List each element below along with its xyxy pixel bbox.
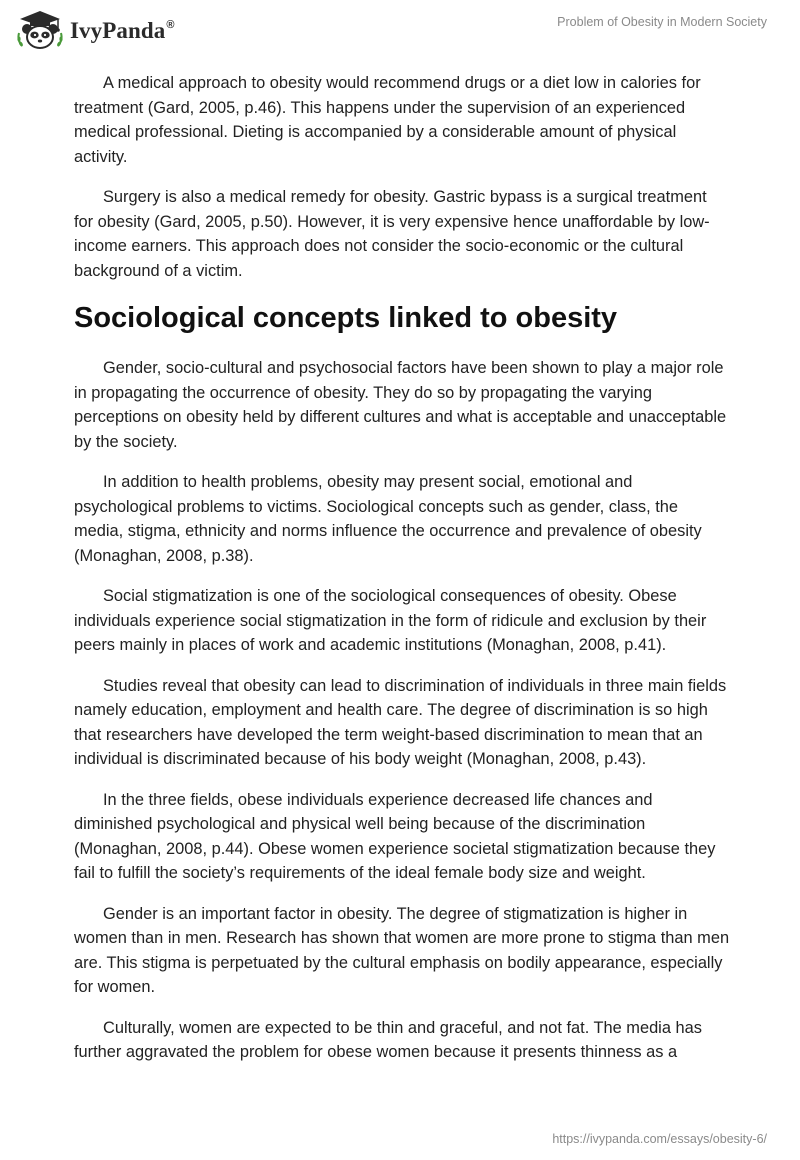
page-header bbox=[0, 0, 800, 60]
section-heading: Sociological concepts linked to obesity bbox=[74, 302, 618, 334]
paragraph: Gender is an important factor in obesity. The degree of stigmatization is higher in women than in men. Research has shown that women are more prone to stigma than men are. This stigma is perpetuated by the cultural emphasis on bodily appearance, especially for women. bbox=[74, 904, 730, 996]
paragraph: Gender, socio-cultural and psychosocial factors have been shown to play a major role in propagating the occurrence of obesity. They do so by propagating the varying perceptions on obesity held by different cultures and what is acceptable and unacceptable by the society. bbox=[74, 359, 727, 451]
paragraph: In the three fields, obese individuals experience decreased life chances and diminished psychological and physical well being because of the discrimination (Monaghan, 2008, p.44). Obese women experience societal stigmatization because they fail to fulfill the society’s requirements of the ideal female body size and weight. bbox=[74, 790, 716, 882]
ivypanda-logo[interactable] bbox=[14, 10, 175, 50]
paragraph: In addition to health problems, obesity may present social, emotional and psychological problems to victims. Sociological concepts such as gender, class, the media, stigma, ethnicity and norms influence the occurrence and prevalence of obesity (Monaghan, 2008, p.38). bbox=[74, 473, 702, 565]
panda-graduate-icon bbox=[14, 10, 66, 50]
essay-body bbox=[74, 71, 730, 1081]
document-title: Problem of Obesity in Modern Society bbox=[557, 15, 767, 29]
paragraph: Culturally, women are expected to be thin and graceful, and not fat. The media has further aggravated the problem for obese women because it presents thinness as a bbox=[74, 1018, 702, 1061]
source-url-link[interactable]: https://ivypanda.com/essays/obesity-6/ bbox=[552, 1132, 767, 1146]
paragraph: Social stigmatization is one of the sociological consequences of obesity. Obese individuals experience social stigmatization in the form of ridicule and exclusion by their peers mainly in places of work and academic institutions (Monaghan, 2008, p.41). bbox=[74, 587, 707, 654]
paragraph: A medical approach to obesity would recommend drugs or a diet low in calories for treatment (Gard, 2005, p.46). This happens under the supervision of an experienced medical professional. Dieting is accompanied by a considerable amount of physical activity. bbox=[74, 74, 701, 166]
logo-wordmark: IvyPanda® bbox=[70, 18, 175, 43]
paragraph: Studies reveal that obesity can lead to discrimination of individuals in three main fields namely education, employment and health care. The degree of discrimination is so high that researchers have developed the term weight-based discrimination to mean that an individual is discriminated because of his body weight (Monaghan, 2008, p.43). bbox=[74, 676, 727, 768]
paragraph: Surgery is also a medical remedy for obesity. Gastric bypass is a surgical treatment for obesity (Gard, 2005, p.50). However, it is very expensive hence unaffordable by low-income earners. This approach does not consider the socio-economic or the cultural background of a victim. bbox=[74, 188, 710, 280]
